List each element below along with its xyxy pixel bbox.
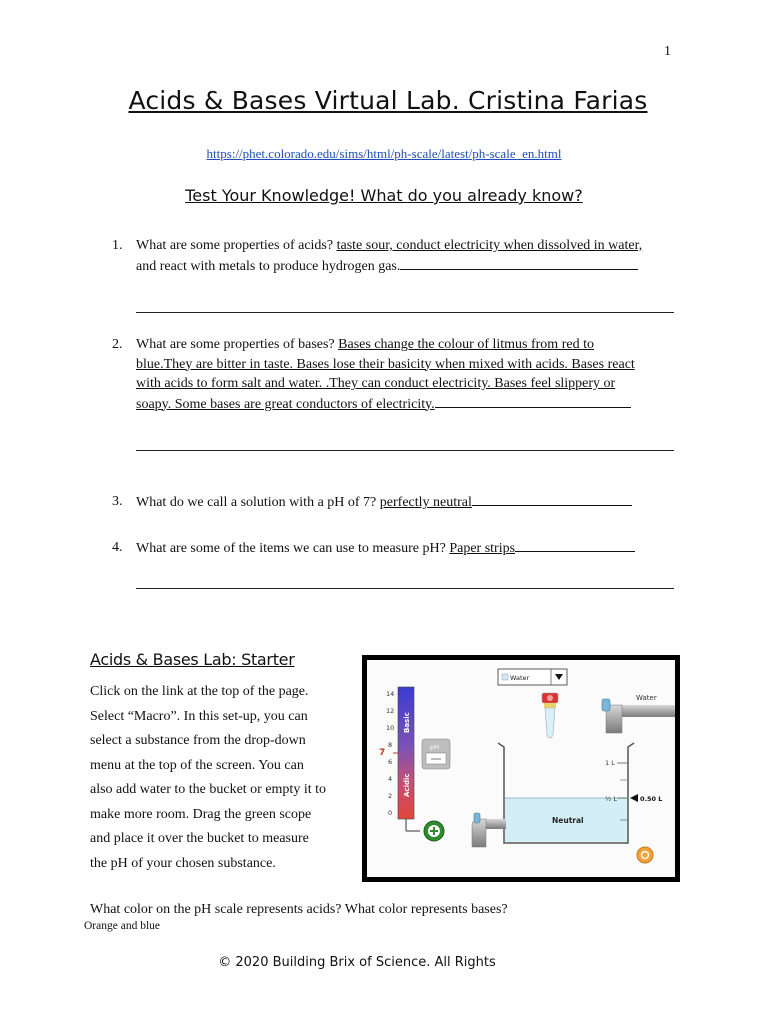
phet-link[interactable]: https://phet.colorado.edu/sims/html/ph-scale/latest/ph-scale_en.html: [206, 146, 562, 161]
page-title: Acids & Bases Virtual Lab. Cristina Farias: [128, 86, 648, 115]
scale-tick-label: 10: [386, 724, 395, 732]
dropdown-value: Water: [510, 674, 530, 682]
question-2-answer-line2: blue.They are bitter in taste. Bases lose their basicity when mixed with acids. Bases react: [136, 356, 635, 372]
question-3-answer: perfectly neutral: [379, 495, 472, 510]
starter-line: also add water to the bucket or empty it to: [90, 782, 326, 797]
faucet-knob-icon[interactable]: [602, 699, 610, 711]
starter-line: the pH of your chosen substance.: [90, 855, 276, 871]
water-faucet-pipe: [620, 705, 675, 717]
reset-button[interactable]: [637, 847, 653, 863]
basic-label: Basic: [403, 712, 411, 733]
question-1-number: 1.: [112, 238, 123, 253]
starter-line: Select “Macro”. In this set-up, you can: [90, 708, 308, 724]
answer-blank: [515, 538, 635, 552]
beaker-half-label: ½ L: [605, 795, 617, 803]
starter-line: make more room. Drag the green scope: [90, 806, 312, 822]
volume-readout: 0.50 L: [640, 795, 663, 803]
question-4: [136, 538, 676, 559]
question-3: [136, 492, 676, 513]
beaker-1l-label: 1 L: [605, 759, 615, 767]
question-2-answer-line3: with acids to form salt and water. .They can conduct electricity. Bases feel slippery or: [136, 376, 616, 391]
starter-instructions: [90, 680, 360, 876]
question-3-prompt: What do we call a solution with a pH of 7?: [136, 495, 380, 510]
starter-line: and place it over the bucket to measure: [90, 831, 309, 846]
section-subtitle: Test Your Knowledge! What do you already know?: [185, 186, 583, 205]
solution-label: Neutral: [552, 816, 584, 825]
scale-tick-label: 2: [388, 792, 393, 800]
drain-faucet[interactable]: [472, 819, 486, 847]
scale-tick-label: 6: [388, 758, 393, 766]
question-2: [136, 335, 676, 414]
question-4-number: 4.: [112, 540, 123, 555]
page-number: 1: [664, 44, 671, 59]
scale-tick-label: 4: [388, 775, 393, 783]
question-2-number: 2.: [112, 337, 123, 352]
question-2-prompt: What are some properties of bases?: [136, 337, 339, 352]
water-faucet-label: Water: [636, 694, 657, 702]
question-1-answer-line2: and react with metals to produce hydrogen gas.: [136, 258, 401, 274]
question-1: [136, 236, 676, 276]
answer-line: [136, 588, 674, 589]
ph-meter-label: pH: [430, 743, 440, 751]
answer-blank: [435, 394, 631, 408]
question-3-number: 3.: [112, 494, 123, 509]
simulation-screenshot: [362, 655, 680, 882]
scale-tick-label: 12: [386, 707, 395, 715]
question-2-answer-line1: Bases change the colour of litmus from red to: [338, 337, 594, 352]
ph-meter-display: [426, 753, 446, 764]
copyright-footer: © 2020 Building Brix of Science. All Rights: [218, 955, 496, 970]
final-answer: Orange and blue: [84, 920, 160, 932]
starter-heading: Acids & Bases Lab: Starter: [90, 650, 295, 669]
answer-line: [136, 450, 674, 451]
starter-line: menu at the top of the screen. You can: [90, 757, 304, 773]
scale-tick-label: 8: [388, 741, 393, 749]
starter-line: select a substance from the drop-down: [90, 733, 306, 748]
question-1-prompt: What are some properties of acids?: [136, 238, 337, 253]
drain-knob-icon[interactable]: [474, 813, 480, 823]
final-question: What color on the pH scale represents acids? What color represents bases?: [90, 902, 508, 917]
substance-dropdown[interactable]: [498, 669, 567, 685]
scale-tick-label: 14: [386, 690, 395, 698]
starter-line: Click on the link at the top of the page.: [90, 684, 309, 699]
neutral-mark: 7: [379, 748, 386, 758]
answer-line: [136, 312, 674, 313]
acidic-label: Acidic: [403, 773, 411, 797]
answer-blank: [400, 256, 638, 270]
question-4-answer: Paper strips: [449, 541, 516, 556]
question-4-prompt: What are some of the items we can use to measure pH?: [136, 541, 450, 556]
answer-blank: [472, 492, 632, 506]
scale-tick-label: 0: [388, 809, 393, 817]
question-2-answer-line4: soapy. Some bases are great conductors of electricity.: [136, 396, 435, 412]
question-1-answer-line1: taste sour, conduct electricity when dissolved in water,: [336, 238, 643, 253]
ph-scale-bar: [398, 687, 414, 819]
